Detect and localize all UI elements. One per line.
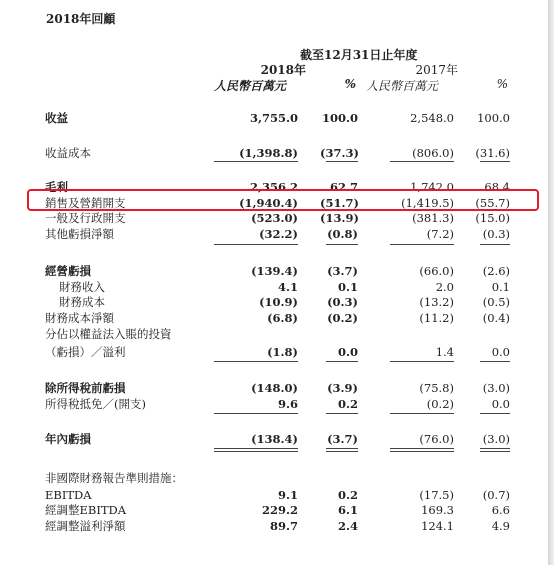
rule — [214, 244, 298, 245]
unit-2017-header: 人民幣百萬元 — [366, 79, 439, 93]
cell-value-2017: (1,419.5) — [401, 196, 454, 210]
rule — [326, 244, 358, 245]
rule — [480, 244, 510, 245]
cell-pct-2017: 0.1 — [491, 280, 510, 294]
row-label: 一般及行政開支 — [45, 211, 126, 225]
double-rule — [326, 448, 358, 452]
cell-pct-2018: (3.7) — [327, 264, 358, 278]
cell-pct-2018: (13.9) — [320, 211, 359, 225]
row-label: 年內虧損 — [45, 432, 91, 446]
cell-pct-2017: (3.0) — [482, 432, 510, 446]
cell-pct-2017: 4.9 — [491, 519, 510, 533]
rule — [326, 161, 358, 162]
cell-value-2017: (0.2) — [426, 397, 454, 411]
cell-value-2018: 229.2 — [261, 503, 298, 517]
cell-pct-2017: (0.7) — [482, 488, 510, 502]
row-label: 分佔以權益法入賬的投資 — [45, 327, 172, 341]
pct-2017-header: % — [496, 77, 508, 91]
double-rule — [480, 448, 510, 452]
row-label: 毛利 — [45, 180, 68, 194]
cell-pct-2018: 0.1 — [337, 280, 358, 294]
rule — [326, 361, 358, 362]
cell-pct-2017: 0.0 — [491, 397, 510, 411]
rule — [214, 161, 298, 162]
rule — [326, 413, 358, 414]
cell-pct-2018: (3.9) — [327, 381, 358, 395]
row-label: 所得稅抵免／(開支) — [45, 397, 146, 411]
cell-pct-2017: (3.0) — [482, 381, 510, 395]
rule — [480, 161, 510, 162]
highlight-box-selling-expenses — [27, 189, 539, 211]
rule — [390, 361, 454, 362]
cell-value-2018: (32.2) — [259, 227, 298, 241]
row-label: 經調整EBITDA — [45, 503, 127, 517]
rule — [390, 244, 454, 245]
cell-value-2017: 1,742.0 — [410, 180, 454, 194]
row-label: 其他虧損淨額 — [45, 227, 114, 241]
cell-pct-2017: 68.4 — [484, 180, 510, 194]
cell-pct-2018: 0.2 — [337, 488, 358, 502]
row-label: 收益成本 — [45, 146, 91, 160]
rule — [480, 361, 510, 362]
rule — [480, 413, 510, 414]
row-label: 財務收入 — [59, 280, 105, 294]
cell-value-2018: 4.1 — [277, 280, 298, 294]
row-label: 銷售及營銷開支 — [45, 196, 126, 210]
cell-value-2018: 9.6 — [277, 397, 298, 411]
row-label: 經營虧損 — [45, 264, 91, 278]
cell-value-2018: (1,940.4) — [239, 196, 298, 210]
cell-value-2018: (148.0) — [251, 381, 298, 395]
page-edge-shadow — [548, 0, 554, 565]
cell-value-2018: (1.8) — [267, 345, 298, 359]
year-2017-header: 2017年 — [415, 63, 458, 77]
cell-value-2017: 2.0 — [435, 280, 454, 294]
cell-value-2018: (139.4) — [251, 264, 298, 278]
cell-pct-2017: (31.6) — [475, 146, 510, 160]
cell-pct-2017: (0.3) — [482, 227, 510, 241]
period-header: 截至12月31日止年度 — [300, 48, 418, 62]
cell-pct-2018: (0.8) — [327, 227, 358, 241]
year-2018-header: 2018年 — [260, 63, 306, 77]
cell-value-2017: (66.0) — [419, 264, 454, 278]
cell-value-2017: 2,548.0 — [410, 111, 454, 125]
cell-value-2018: (523.0) — [251, 211, 298, 225]
cell-pct-2018: 0.2 — [337, 397, 358, 411]
section-title: 2018年回顧 — [46, 12, 116, 26]
cell-value-2017: 124.1 — [421, 519, 454, 533]
cell-pct-2018: 62.7 — [329, 180, 358, 194]
cell-pct-2018: (3.7) — [327, 432, 358, 446]
double-rule — [214, 448, 298, 452]
cell-value-2018: 89.7 — [269, 519, 298, 533]
cell-pct-2018: 2.4 — [337, 519, 358, 533]
cell-pct-2018: 0.0 — [337, 345, 358, 359]
rule — [214, 361, 298, 362]
cell-value-2017: (11.2) — [419, 311, 454, 325]
cell-value-2017: (76.0) — [419, 432, 454, 446]
cell-value-2018: (6.8) — [267, 311, 298, 325]
unit-2018-header: 人民幣百萬元 — [214, 79, 287, 93]
cell-value-2017: (75.8) — [419, 381, 454, 395]
row-label: EBITDA — [45, 488, 92, 502]
row-label: 非國際財務報告準則措施： — [45, 471, 183, 485]
row-label: 除所得稅前虧損 — [45, 381, 126, 395]
row-label: 經調整溢利淨額 — [45, 519, 126, 533]
cell-pct-2018: (37.3) — [320, 146, 359, 160]
cell-value-2018: 9.1 — [277, 488, 298, 502]
cell-pct-2017: 0.0 — [491, 345, 510, 359]
cell-value-2017: (381.3) — [412, 211, 454, 225]
cell-value-2017: 169.3 — [421, 503, 454, 517]
cell-value-2018: 2,356.2 — [249, 180, 298, 194]
row-label: 收益 — [45, 111, 68, 125]
cell-pct-2017: (55.7) — [475, 196, 510, 210]
double-rule — [390, 448, 454, 452]
cell-value-2018: (1,398.8) — [239, 146, 298, 160]
cell-pct-2017: (0.4) — [482, 311, 510, 325]
cell-pct-2018: (51.7) — [320, 196, 359, 210]
cell-pct-2017: 100.0 — [477, 111, 510, 125]
cell-pct-2017: (2.6) — [482, 264, 510, 278]
cell-value-2017: (7.2) — [426, 227, 454, 241]
cell-value-2017: 1.4 — [435, 345, 454, 359]
rule — [390, 161, 454, 162]
row-label: 財務成本 — [59, 295, 105, 309]
cell-pct-2018: (0.3) — [327, 295, 358, 309]
rule — [214, 413, 298, 414]
cell-pct-2017: (15.0) — [475, 211, 510, 225]
cell-pct-2018: 6.1 — [337, 503, 358, 517]
cell-pct-2018: (0.2) — [327, 311, 358, 325]
pct-2018-header: % — [344, 77, 356, 91]
cell-value-2017: (806.0) — [412, 146, 454, 160]
rule — [390, 413, 454, 414]
cell-pct-2017: (0.5) — [482, 295, 510, 309]
cell-value-2017: (13.2) — [419, 295, 454, 309]
cell-value-2018: 3,755.0 — [249, 111, 298, 125]
cell-pct-2018: 100.0 — [321, 111, 358, 125]
row-label: （虧損）／溢利 — [45, 345, 126, 359]
row-label: 財務成本淨額 — [45, 311, 114, 325]
cell-value-2018: (10.9) — [259, 295, 298, 309]
cell-pct-2017: 6.6 — [491, 503, 510, 517]
cell-value-2018: (138.4) — [251, 432, 298, 446]
cell-value-2017: (17.5) — [419, 488, 454, 502]
